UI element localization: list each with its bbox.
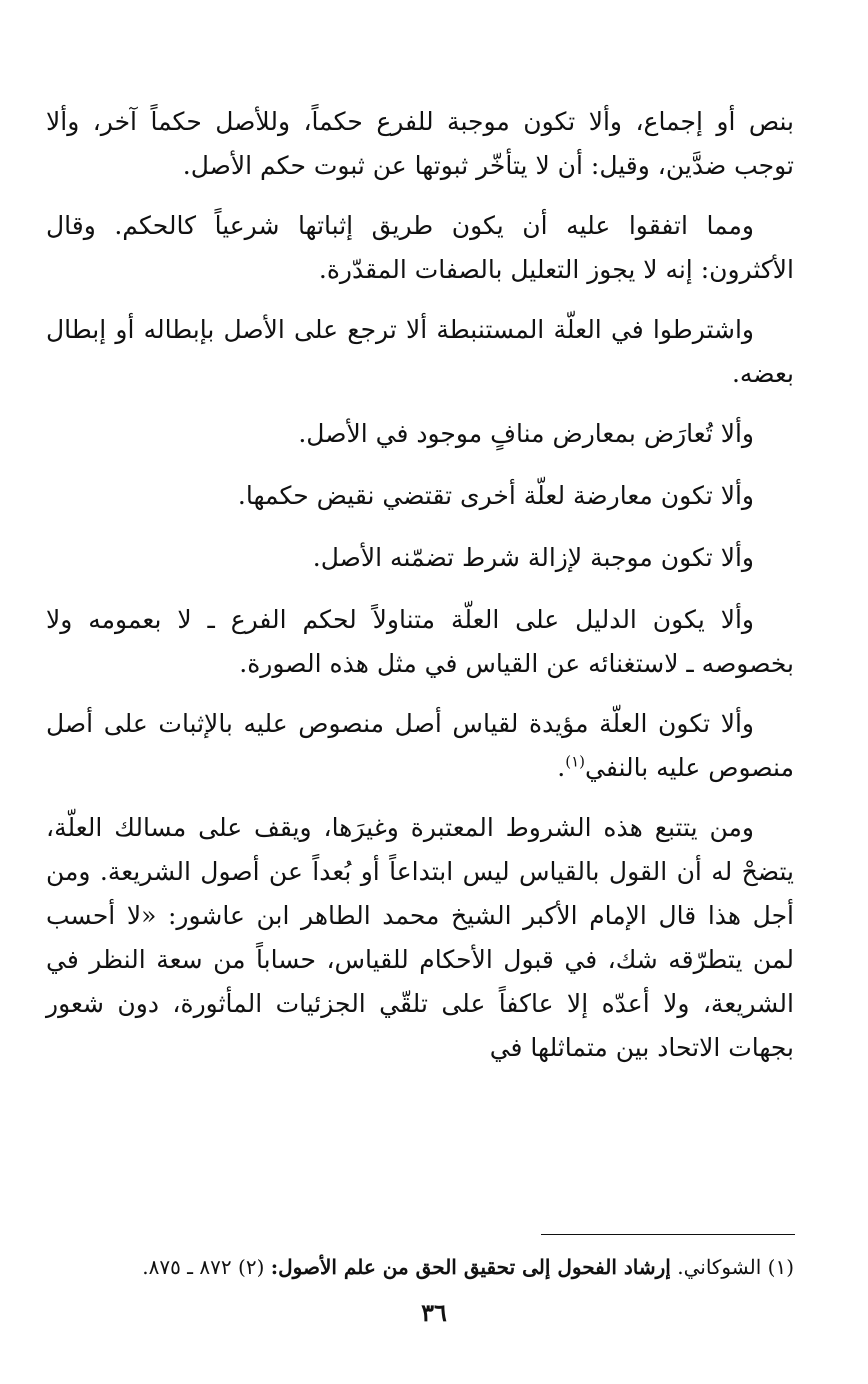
- paragraph-8: [46, 702, 794, 790]
- paragraph-6: وألا تكون موجبة لإزالة شرط تضمّنه الأصل.: [312, 543, 754, 572]
- paragraph-9: ومن يتتبع هذه الشروط المعتبرة وغيرَها، ويقف على مسالك العلّة، يتضحْ له أن القول بالقياس ليس ابتداعاً أو بُعداً عن أصول الشريعة. ومن أجل هذا قال الإمام الأكبر الشيخ محمد الطاهر ابن عاشور: «لا أحسب لمن يتطرّقه شك، في قبول الأحكام للقياس، حساباً من سعة النظر في الشريعة، ولا أعدّه إلا عاكفاً على تلقّي الجزئيات المأثورة، دون شعور بجهات الاتحاد بين متماثلها في: [46, 813, 794, 1062]
- paragraph-8-text: وألا تكون العلّة مؤيدة لقياس أصل منصوص عليه بالإثبات على أصل منصوص عليه بالنفي: [46, 709, 794, 782]
- paragraph-1: بنص أو إجماع، وألا تكون موجبة للفرع حكماً، وللأصل حكماً آخر، وألا توجب ضدَّين، وقيل: أن لا يتأخّر ثبوتها عن ثبوت حكم الأصل.: [46, 107, 794, 180]
- footnote-marker: (١): [565, 752, 585, 771]
- footnote-divider: [541, 1234, 795, 1235]
- paragraph-7: وألا يكون الدليل على العلّة متناولاً لحكم الفرع ـ لا بعمومه ولا بخصوصه ـ لاستغنائه عن القياس في مثل هذه الصورة.: [46, 605, 794, 678]
- paragraph-8-end: .: [557, 753, 566, 782]
- footnote-author: الشوكاني.: [677, 1255, 762, 1279]
- footnote-reference: (٢) ٨٧٢ ـ ٨٧٥.: [142, 1255, 265, 1279]
- footnote: [30, 1250, 794, 1284]
- paragraph-2: ومما اتفقوا عليه أن يكون طريق إثباتها شرعياً كالحكم. وقال الأكثرون: إنه لا يجوز التعليل بالصفات المقدّرة.: [46, 211, 794, 284]
- footnote-number: (١): [767, 1255, 794, 1279]
- footnote-title: إرشاد الفحول إلى تحقيق الحق من علم الأصول:: [270, 1255, 671, 1279]
- page-body: [46, 100, 794, 1086]
- page-number: ٣٦: [421, 1298, 447, 1327]
- paragraph-5: وألا تكون معارضة لعلّة أخرى تقتضي نقيض حكمها.: [237, 481, 754, 510]
- paragraph-3: واشترطوا في العلّة المستنبطة ألا ترجع على الأصل بإبطاله أو إبطال بعضه.: [46, 315, 794, 388]
- paragraph-4: وألا تُعارَض بمعارض منافٍ موجود في الأصل.: [298, 419, 754, 448]
